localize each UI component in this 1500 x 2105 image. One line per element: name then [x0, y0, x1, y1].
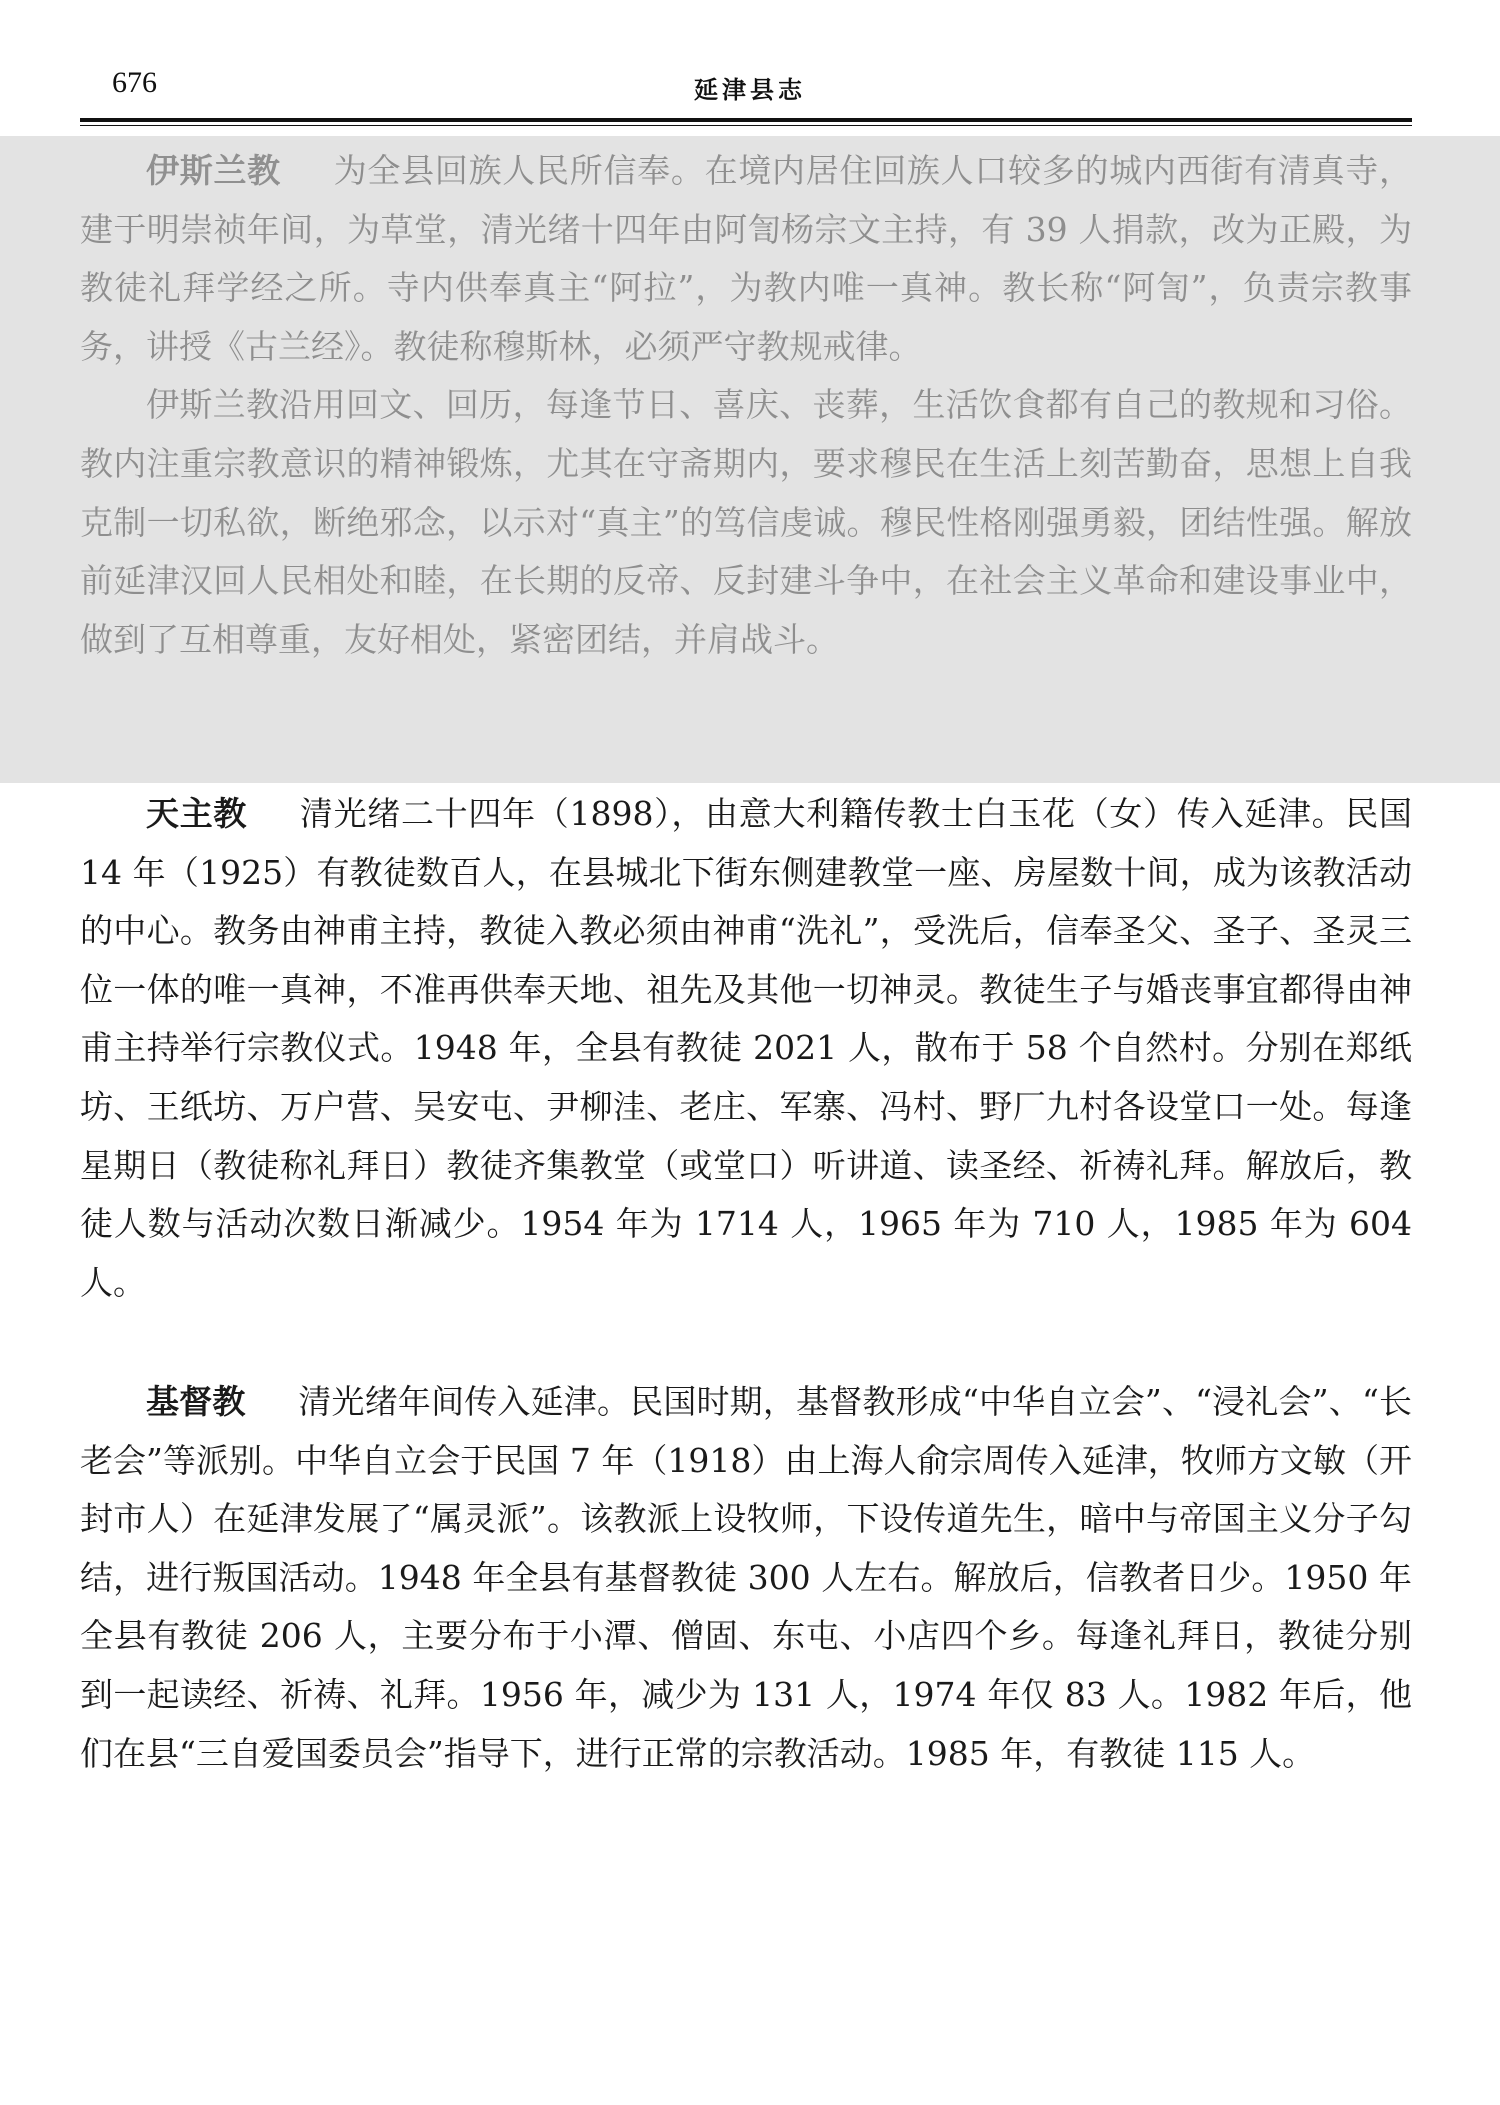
islam-paragraph-2 [80, 376, 1412, 669]
islam-text-2: 伊斯兰教沿用回文、回历，每逢节日、喜庆、丧葬，生活饮食都有自己的教规和习俗。教内注重宗教意识的精神锻炼，尤其在守斋期内，要求穆民在生活上刻苦勤奋，思想上自我克制一切私欲，断绝邪念，以示对“真主”的笃信虔诚。穆民性格刚强勇毅，团结性强。解放前延津汉回人民相处和睦，在长期的反帝、反封建斗争中，在社会主义革命和建设事业中，做到了互相尊重，友好相处，紧密团结，并肩战斗。 [80, 385, 1412, 659]
header-rule-thick [80, 118, 1412, 122]
christianity-paragraph [80, 1373, 1412, 1783]
header-rule-thin [80, 125, 1412, 126]
islam-section [80, 142, 1412, 669]
islam-heading: 伊斯兰教 [146, 151, 281, 190]
islam-paragraph-1 [80, 142, 1412, 376]
christianity-text: 清光绪年间传入延津。民国时期，基督教形成“中华自立会”、“浸礼会”、“长老会”等派别。中华自立会于民国 7 年（1918）由上海人俞宗周传入延津，牧师方文敏（开封市人）在延津发展了“属灵派”。该教派上设牧师，下设传道先生，暗中与帝国主义分子勾结，进行叛国活动。1948 年全县有基督教徒 300 人左右。解放后，信教者日少。1950 年全县有教徒 206 人，主要分布于小潭、僧固、东屯、小店四个乡。每逢礼拜日，教徒分别到一起读经、祈祷、礼拜。1956 年，减少为 131 人，1974 年仅 83 人。1982 年后，他们在县“三自爱国委员会”指导下，进行正常的宗教活动。1985 年，有教徒 115 人。 [80, 1382, 1413, 1773]
page-number: 676 [112, 66, 157, 99]
christianity-section [80, 1373, 1412, 1783]
islam-text-1: 为全县回族人民所信奉。在境内居住回族人口较多的城内西街有清真寺，建于明崇祯年间，为草堂，清光绪十四年由阿訇杨宗文主持，有 39 人捐款，改为正殿，为教徒礼拜学经之所。寺内供奉真主“阿拉”，为教内唯一真神。教长称“阿訇”，负责宗教事务，讲授《古兰经》。教徒称穆斯林，必须严守教规戒律。 [80, 151, 1413, 366]
christianity-heading: 基督教 [146, 1382, 246, 1421]
catholicism-heading: 天主教 [146, 794, 248, 833]
running-title: 延津县志 [694, 75, 806, 104]
catholicism-section [80, 785, 1412, 1312]
catholicism-paragraph [80, 785, 1412, 1312]
catholicism-text: 清光绪二十四年（1898），由意大利籍传教士白玉花（女）传入延津。民国 14 年（1925）有教徒数百人，在县城北下街东侧建教堂一座、房屋数十间，成为该教活动的中心。教务由神甫主持，教徒入教必须由神甫“洗礼”，受洗后，信奉圣父、圣子、圣灵三位一体的唯一真神，不准再供奉天地、祖先及其他一切神灵。教徒生子与婚丧事宜都得由神甫主持举行宗教仪式。1948 年，全县有教徒 2021 人，散布于 58 个自然村。分别在郑纸坊、王纸坊、万户营、吴安屯、尹柳洼、老庄、军寨、冯村、野厂九村各设堂口一处。每逢星期日（教徒称礼拜日）教徒齐集教堂（或堂口）听讲道、读圣经、祈祷礼拜。解放后，教徒人数与活动次数日渐减少。1954 年为 1714 人，1965 年为 710 人，1985 年为 604 人。 [80, 794, 1412, 1302]
